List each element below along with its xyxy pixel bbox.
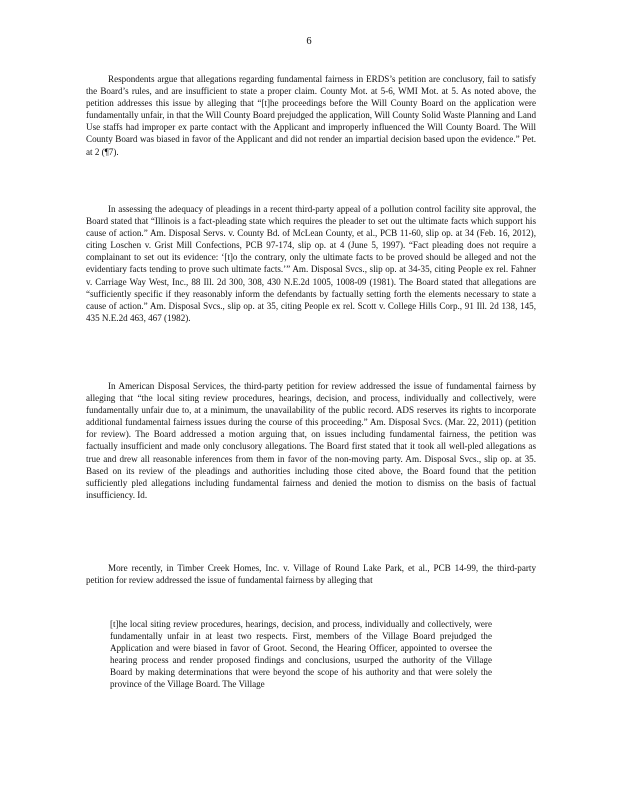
paragraph-4: More recently, in Timber Creek Homes, Inc. v. Village of Round Lake Park, et al., PCB 14-99, the third-party petition for review addressed the issue of fundamental fairness by alleging that bbox=[86, 563, 536, 586]
paragraph-3: In American Disposal Services, the third-party petition for review addressed the issue of fundamental fairness by alleging that “the local siting review procedures, hearings, decision, and process, individually and collectively, were fundamentally unfair due to, at a minimum, the unavailability of the public record. ADS reserves its rights to incorporate additional fundamental fairness issues during the course of this proceeding.” Am. Disposal Svcs. (Mar. 22, 2011) (petition for review). The Board addressed a motion arguing that, on issues including fundamental fairness, the petition was factually insufficient and made only conclusory allegations. The Board first stated that it took all well-pled allegations as true and drew all reasonable inferences from them in favor of the non-moving party. Am. Disposal Svcs., slip op. at 35. Based on its review of the pleadings and authorities including those cited above, the Board found that the petition sufficiently pled allegations including fundamental fairness and denied the motion to dismiss on the basis of factual insufficiency. Id. bbox=[86, 381, 536, 500]
paragraph-2: In assessing the adequacy of pleadings in a recent third-party appeal of a pollution control facility site approval, the Board stated that “Illinois is a fact-pleading state which requires the pleader to set out the ultimate facts which support his cause of action.” Am. Disposal Servs. v. County Bd. of McLean County, et al., PCB 11-60, slip op. at 34 (Feb. 16, 2012), citing Loschen v. Grist Mill Confections, PCB 97-174, slip op. at 4 (June 5, 1997). “Fact pleading does not require a complainant to set out its evidence: ‘[t]o the contrary, only the ultimate facts to be proved should be alleged and not the evidentiary facts tending to prove such ultimate facts.’” Am. Disposal Svcs., slip op. at 34-35, citing People ex rel. Fahner v. Carriage Way West, Inc., 88 Ill. 2d 300, 308, 430 N.E.2d 1005, 1008-09 (1981). The Board stated that allegations are “sufficiently specific if they reasonably inform the defendants by factually setting forth the elements necessary to state a cause of action.” Am. Disposal Svcs., slip op. at 35, citing People ex rel. Scott v. College Hills Corp., 91 Ill. 2d 138, 145, 435 N.E.2d 463, 467 (1982). bbox=[86, 204, 536, 323]
page-number: 6 bbox=[306, 36, 312, 47]
paragraph-1: Respondents argue that allegations regarding fundamental fairness in ERDS’s petition are conclusory, fail to satisfy the Board’s rules, and are insufficient to state a proper claim. County Mot. at 5-6, WMI Mot. at 5. As noted above, the petition addresses this issue by alleging that “[t]he proceedings before the Will County Board on the application were fundamentally unfair, in that the Will County Board prejudged the application, Will County Solid Waste Planning and Land Use staffs had improper ex parte contact with the Applicant and improperly influenced the Will County Board. The Will County Board was biased in favor of the Applicant and did not render an impartial decision based upon the evidence.” Pet. at 2 (¶7). bbox=[86, 74, 536, 157]
block-quote: [t]he local siting review procedures, hearings, decision, and process, individually and collectively, were fundamentally unfair in at least two respects. First, members of the Village Board prejudged the Application and were biased in favor of Groot. Second, the Hearing Officer, appointed to oversee the hearing process and render proposed findings and conclusions, usurped the authority of the Village Board by making determinations that were beyond the scope of his authority and that were solely the province of the Village Board. The Village bbox=[110, 619, 492, 690]
